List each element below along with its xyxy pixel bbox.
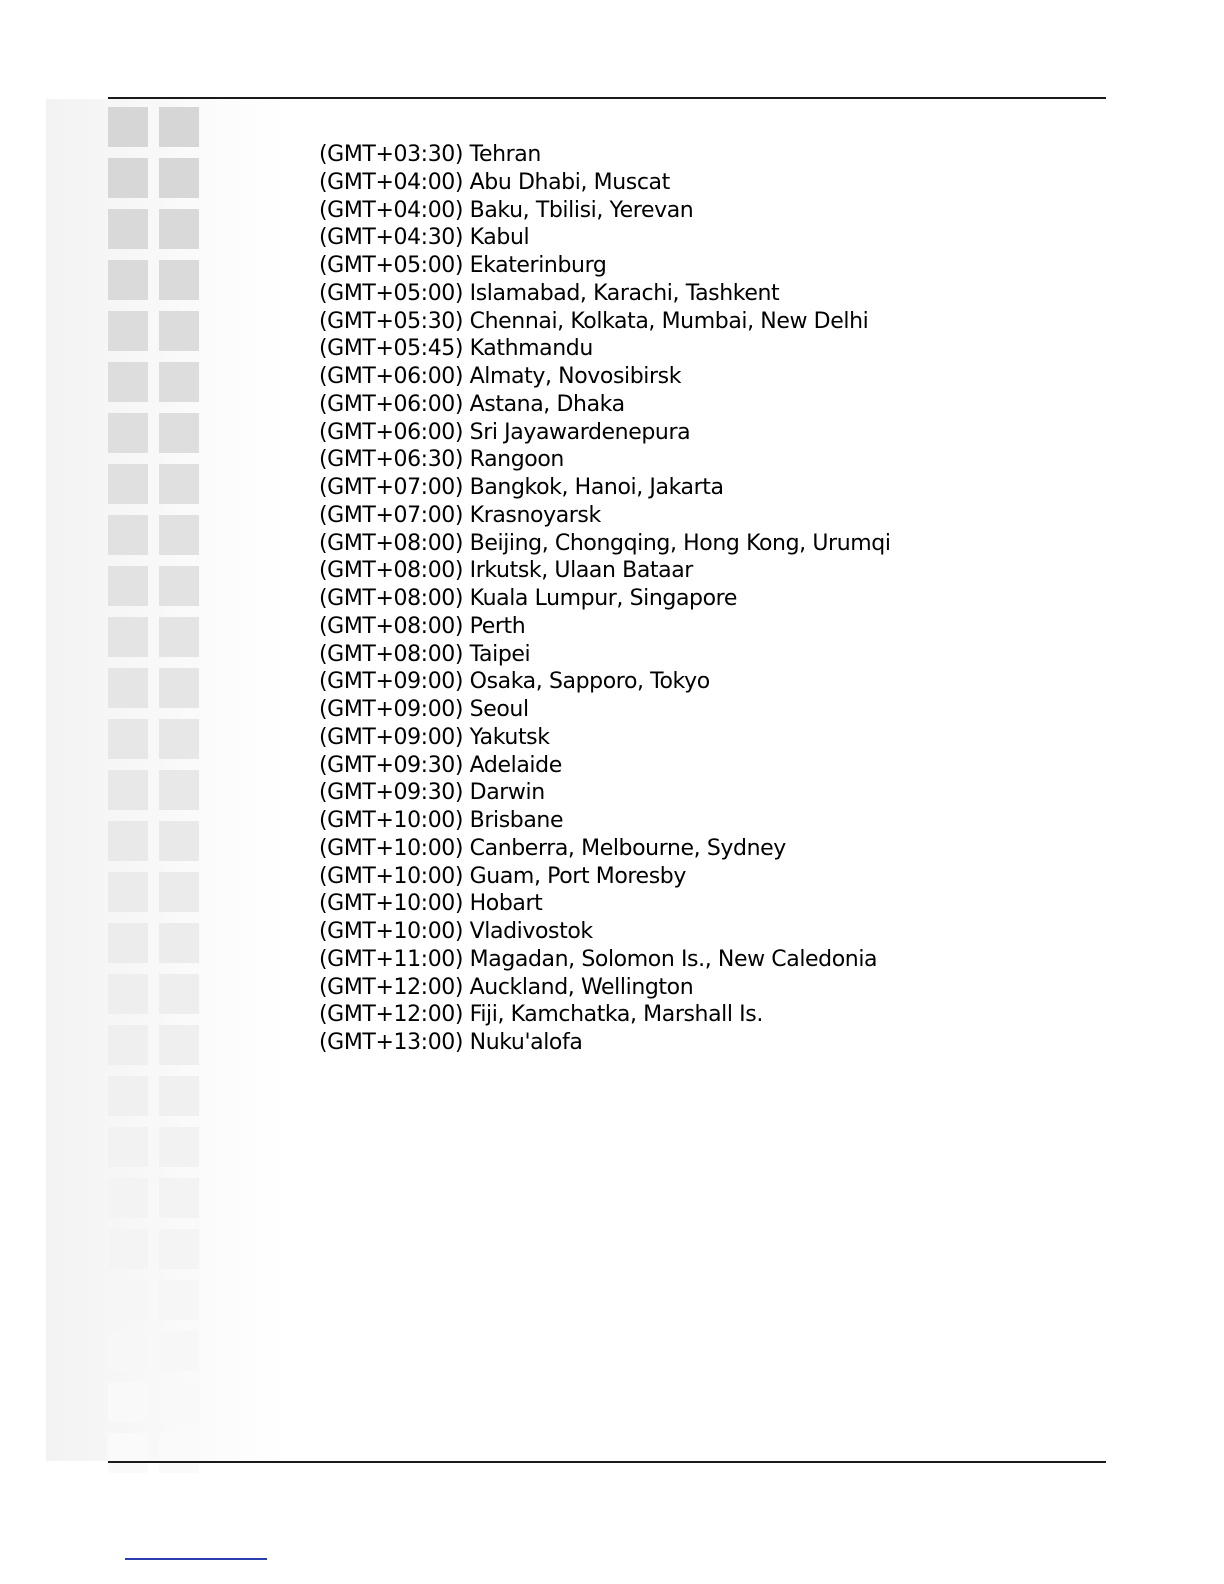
timezone-item: (GMT+04:30) Kabul bbox=[319, 225, 530, 251]
timezone-item: (GMT+09:00) Yakutsk bbox=[319, 724, 550, 750]
timezone-item: (GMT+10:00) Hobart bbox=[319, 891, 543, 917]
decorative-tile bbox=[108, 1382, 148, 1422]
decorative-tile bbox=[108, 1280, 148, 1320]
timezone-item: (GMT+10:00) Brisbane bbox=[319, 808, 564, 833]
decorative-tile bbox=[108, 719, 148, 759]
decorative-tile bbox=[159, 1127, 199, 1167]
timezone-item: (GMT+06:00) Almaty, Novosibirsk bbox=[319, 364, 682, 389]
decorative-tile bbox=[108, 1229, 148, 1269]
footer-link-underline bbox=[125, 1558, 267, 1560]
timezone-item: (GMT+08:00) Taipei bbox=[319, 641, 531, 667]
decorative-tile bbox=[159, 311, 199, 351]
decorative-tile bbox=[108, 1178, 148, 1218]
decorative-tile bbox=[159, 1280, 199, 1320]
decorative-tile bbox=[159, 821, 199, 861]
decorative-tile bbox=[159, 260, 199, 300]
decorative-tile bbox=[159, 464, 199, 504]
decorative-tile bbox=[108, 158, 148, 198]
timezone-item: (GMT+07:00) Krasnoyarsk bbox=[319, 502, 601, 528]
decorative-tile bbox=[159, 719, 199, 759]
timezone-item: (GMT+09:00) Osaka, Sapporo, Tokyo bbox=[319, 669, 710, 695]
decorative-tile bbox=[108, 515, 148, 555]
decorative-tile bbox=[108, 668, 148, 708]
decorative-tile bbox=[159, 566, 199, 606]
timezone-item: (GMT+08:00) Beijing, Chongqing, Hong Kong, Urumqi bbox=[319, 530, 891, 556]
decorative-tile bbox=[159, 1382, 199, 1422]
timezone-item: (GMT+13:00) Nuku'alofa bbox=[319, 1030, 583, 1055]
decorative-tile bbox=[108, 923, 148, 963]
decorative-tile bbox=[159, 617, 199, 657]
decorative-tile bbox=[159, 974, 199, 1014]
decorative-tile bbox=[108, 209, 148, 249]
decorative-tile bbox=[108, 821, 148, 861]
decorative-tile bbox=[108, 1076, 148, 1116]
decorative-tile bbox=[159, 1229, 199, 1269]
timezone-item: (GMT+09:00) Seoul bbox=[319, 697, 529, 722]
decorative-tile bbox=[108, 566, 148, 606]
decorative-tile bbox=[108, 311, 148, 351]
decorative-tile bbox=[108, 617, 148, 657]
timezone-item: (GMT+05:00) Ekaterinburg bbox=[319, 253, 607, 278]
timezone-item: (GMT+08:00) Perth bbox=[319, 613, 526, 639]
timezone-item: (GMT+04:00) Abu Dhabi, Muscat bbox=[319, 169, 670, 195]
timezone-item: (GMT+09:30) Adelaide bbox=[319, 752, 562, 778]
decorative-tile bbox=[108, 770, 148, 810]
timezone-item: (GMT+06:00) Sri Jayawardenepura bbox=[319, 419, 691, 445]
timezone-item: (GMT+05:30) Chennai, Kolkata, Mumbai, New Delhi bbox=[319, 308, 869, 334]
decorative-tile bbox=[108, 1331, 148, 1371]
timezone-item: (GMT+03:30) Tehran bbox=[319, 142, 541, 167]
decorative-tile bbox=[159, 107, 199, 147]
decorative-tile bbox=[108, 413, 148, 453]
timezone-item: (GMT+12:00) Auckland, Wellington bbox=[319, 974, 694, 1000]
decorative-tile bbox=[108, 1127, 148, 1167]
timezone-item: (GMT+06:30) Rangoon bbox=[319, 447, 564, 473]
decorative-tile bbox=[108, 107, 148, 147]
decorative-tile bbox=[159, 1025, 199, 1065]
decorative-tile bbox=[159, 413, 199, 453]
decorative-tile bbox=[159, 872, 199, 912]
timezone-item: (GMT+04:00) Baku, Tbilisi, Yerevan bbox=[319, 197, 694, 223]
decorative-tile bbox=[159, 1076, 199, 1116]
footer-rule bbox=[108, 1461, 1106, 1463]
decorative-tile-grid bbox=[108, 107, 200, 1459]
decorative-tile bbox=[159, 515, 199, 555]
decorative-tile bbox=[159, 923, 199, 963]
decorative-tile bbox=[159, 770, 199, 810]
timezone-item: (GMT+12:00) Fiji, Kamchatka, Marshall Is. bbox=[319, 1002, 763, 1028]
decorative-tile bbox=[108, 872, 148, 912]
decorative-tile bbox=[108, 260, 148, 300]
decorative-tile bbox=[159, 1433, 199, 1473]
timezone-item: (GMT+08:00) Irkutsk, Ulaan Bataar bbox=[319, 558, 693, 584]
timezone-item: (GMT+10:00) Canberra, Melbourne, Sydney bbox=[319, 835, 786, 861]
timezone-item: (GMT+07:00) Bangkok, Hanoi, Jakarta bbox=[319, 475, 724, 500]
decorative-tile bbox=[108, 1025, 148, 1065]
decorative-tile bbox=[159, 209, 199, 249]
decorative-tile bbox=[108, 362, 148, 402]
timezone-item: (GMT+05:45) Kathmandu bbox=[319, 336, 593, 362]
timezone-item: (GMT+11:00) Magadan, Solomon Is., New Caledonia bbox=[319, 946, 878, 972]
decorative-tile bbox=[108, 464, 148, 504]
decorative-tile bbox=[159, 158, 199, 198]
timezone-item: (GMT+08:00) Kuala Lumpur, Singapore bbox=[319, 586, 737, 611]
decorative-tile bbox=[159, 1178, 199, 1218]
timezone-item: (GMT+10:00) Guam, Port Moresby bbox=[319, 863, 686, 889]
decorative-tile bbox=[159, 1331, 199, 1371]
decorative-tile bbox=[108, 974, 148, 1014]
timezone-list bbox=[319, 141, 891, 1057]
timezone-item: (GMT+10:00) Vladivostok bbox=[319, 919, 593, 944]
decorative-tile bbox=[159, 668, 199, 708]
timezone-item: (GMT+05:00) Islamabad, Karachi, Tashkent bbox=[319, 280, 780, 306]
timezone-item: (GMT+09:30) Darwin bbox=[319, 780, 545, 806]
decorative-tile bbox=[159, 362, 199, 402]
timezone-item: (GMT+06:00) Astana, Dhaka bbox=[319, 391, 625, 417]
decorative-tile bbox=[108, 1433, 148, 1473]
